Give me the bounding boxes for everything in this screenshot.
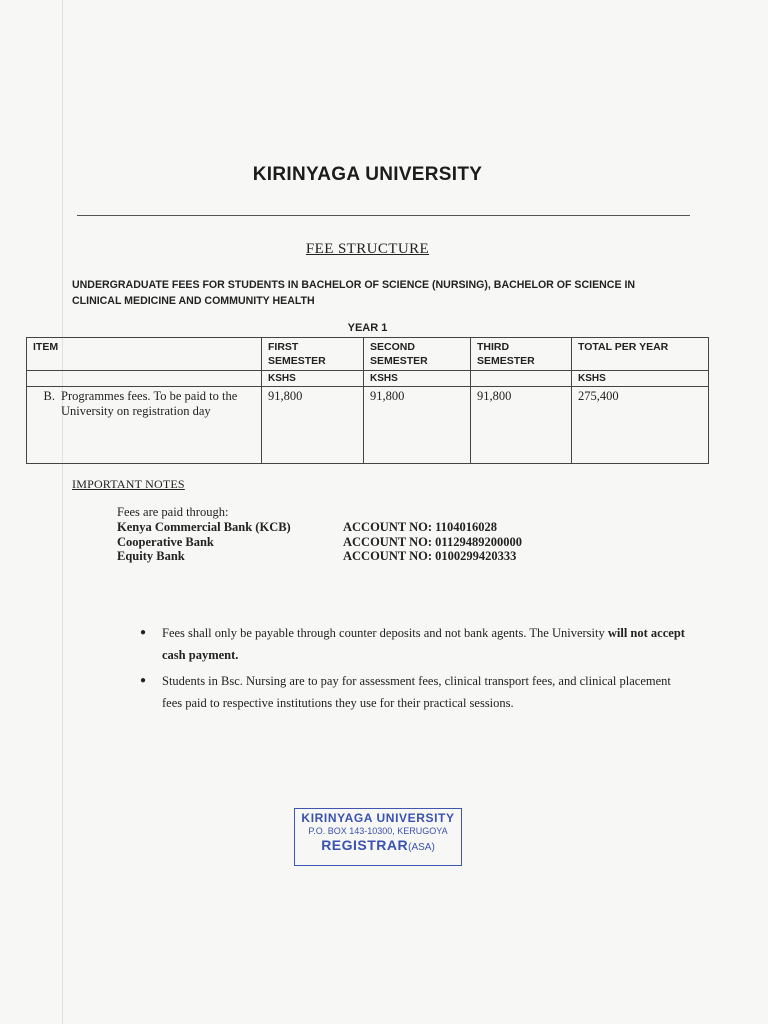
first-semester-fee: 91,800	[262, 387, 364, 464]
page-edge-line	[62, 0, 63, 1024]
column-header-second-semester: SECOND SEMESTER	[364, 338, 471, 371]
stamp-university-name: KIRINYAGA UNIVERSITY	[301, 811, 455, 825]
title-divider	[77, 215, 690, 216]
second-semester-fee: 91,800	[364, 387, 471, 464]
registrar-stamp	[294, 808, 462, 866]
column-header-total-per-year: TOTAL PER YEAR	[572, 338, 709, 371]
bank-account: ACCOUNT NO: 01129489200000	[343, 534, 522, 549]
stamp-address: P.O. BOX 143-10300, KERUGOYA	[308, 826, 448, 836]
university-title: KIRINYAGA UNIVERSITY	[252, 164, 483, 185]
unit-cell-item	[27, 371, 262, 387]
bank-name: Cooperative Bank	[117, 534, 214, 549]
bank-list	[117, 520, 637, 564]
item-description: Programmes fees. To be paid to the University on registration day	[61, 389, 238, 418]
fee-table-unit-row	[27, 371, 709, 387]
stamp-registrar: REGISTRAR	[321, 837, 409, 853]
bullet-icon: ●	[140, 675, 147, 686]
bank-name: Kenya Commercial Bank (KCB)	[117, 520, 291, 534]
bank-row-cooperative	[117, 535, 637, 550]
bank-row-kcb	[117, 520, 637, 535]
item-cell	[27, 387, 262, 464]
total-per-year-fee: 275,400	[572, 387, 709, 464]
bank-name: Equity Bank	[117, 549, 185, 563]
third-semester-fee: 91,800	[471, 387, 572, 464]
program-description: UNDERGRADUATE FEES FOR STUDENTS IN BACHELOR OF SCIENCE (NURSING), BACHELOR OF SCIENCE IN CLINICAL MEDICINE AND COMMUNITY HEALTH	[72, 279, 636, 307]
year-label: YEAR 1	[347, 322, 388, 334]
important-notes-heading: IMPORTANT NOTES	[72, 477, 185, 491]
document-title: FEE STRUCTURE	[305, 241, 430, 257]
stamp-suffix: (ASA)	[408, 842, 435, 853]
column-header-item: ITEM	[27, 338, 262, 371]
notes-bullet-list	[140, 622, 690, 718]
column-header-third-semester: THIRD SEMESTER	[471, 338, 572, 371]
paid-through-label: Fees are paid through:	[117, 505, 229, 519]
unit-cell-third	[471, 371, 572, 387]
bank-account: ACCOUNT NO: 0100299420333	[343, 549, 517, 563]
bullet-text: Students in Bsc. Nursing are to pay for assessment fees, clinical transport fees, and clinical placement fees paid to respective institutions they use for their practical sessions.	[162, 674, 671, 710]
bank-account: ACCOUNT NO: 1104016028	[343, 520, 497, 534]
item-letter: B.	[43, 389, 55, 403]
list-item	[140, 622, 690, 666]
column-header-first-semester: FIRST SEMESTER	[262, 338, 364, 371]
bullet-text: Fees shall only be payable through counter deposits and not bank agents. The University	[162, 626, 608, 640]
unit-cell-second: KSHS	[364, 371, 471, 387]
bullet-bold-text: will not accept cash payment.	[162, 626, 685, 662]
unit-cell-first: KSHS	[262, 371, 364, 387]
unit-cell-total: KSHS	[572, 371, 709, 387]
bullet-icon: ●	[140, 627, 147, 638]
list-item	[140, 670, 690, 714]
table-row	[27, 387, 709, 464]
fee-table-header-row	[27, 338, 709, 371]
fee-table	[26, 337, 709, 464]
bank-row-equity	[117, 549, 637, 564]
